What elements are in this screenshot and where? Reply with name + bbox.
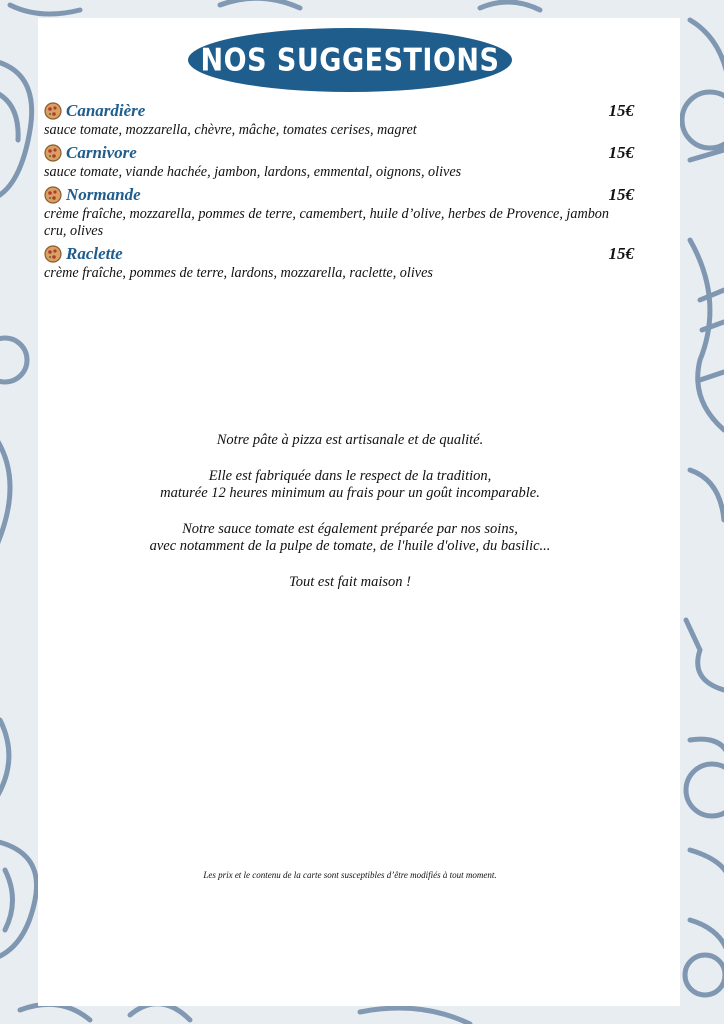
note-dough: Notre pâte à pizza est artisanale et de qualité. <box>216 432 484 448</box>
note-tradition-line1: Elle est fabriquée dans le respect de la tradition, <box>208 467 492 484</box>
pizza-price: 15€ <box>608 244 634 263</box>
note-sauce <box>38 521 662 556</box>
price-disclaimer: Les prix et le contenu de la carte sont susceptibles d’être modifiés à tout moment. <box>203 870 497 880</box>
pizza-name: Canardière <box>66 101 146 120</box>
pizza-price: 15€ <box>608 185 634 204</box>
menu-page <box>38 18 680 1006</box>
pizza-item-normande <box>44 184 634 240</box>
pizza-price: 15€ <box>608 143 634 162</box>
pizza-icon <box>44 144 62 162</box>
pizza-icon <box>44 245 62 263</box>
note-tradition <box>38 468 662 503</box>
pizza-ingredients: crème fraîche, pommes de terre, lardons, mozzarella, raclette, olives <box>44 265 433 281</box>
pizza-icon <box>44 102 62 120</box>
note-sauce-line2: avec notamment de la pulpe de tomate, de l'huile d'olive, du basilic... <box>149 538 551 554</box>
pizza-item-raclette <box>44 243 634 282</box>
pizza-price: 15€ <box>608 101 634 120</box>
page-title: NOS SUGGESTIONS <box>200 42 500 78</box>
note-tradition-line2: maturée 12 heures minimum au frais pour un goût incomparable. <box>160 485 540 501</box>
note-sauce-line1: Notre sauce tomate est également préparée par nos soins, <box>182 520 518 537</box>
pizza-list <box>44 100 634 285</box>
note-homemade: Tout est fait maison ! <box>289 573 411 590</box>
pizza-name: Carnivore <box>66 143 137 162</box>
pizza-ingredients: sauce tomate, viande hachée, jambon, lardons, emmental, oignons, olives <box>44 164 462 180</box>
pizza-item-carnivore <box>44 142 634 181</box>
pizza-ingredients: sauce tomate, mozzarella, chèvre, mâche, tomates cerises, magret <box>44 122 417 138</box>
pizza-name: Raclette <box>66 244 123 263</box>
pizza-icon <box>44 186 62 204</box>
pizza-ingredients: crème fraîche, mozzarella, pommes de terre, camembert, huile d’olive, herbes de Provence, jambon cru, olives <box>44 206 609 239</box>
house-notes <box>38 432 662 609</box>
pizza-item-canardiere <box>44 100 634 139</box>
title-banner <box>188 28 512 92</box>
pizza-name: Normande <box>66 185 141 204</box>
